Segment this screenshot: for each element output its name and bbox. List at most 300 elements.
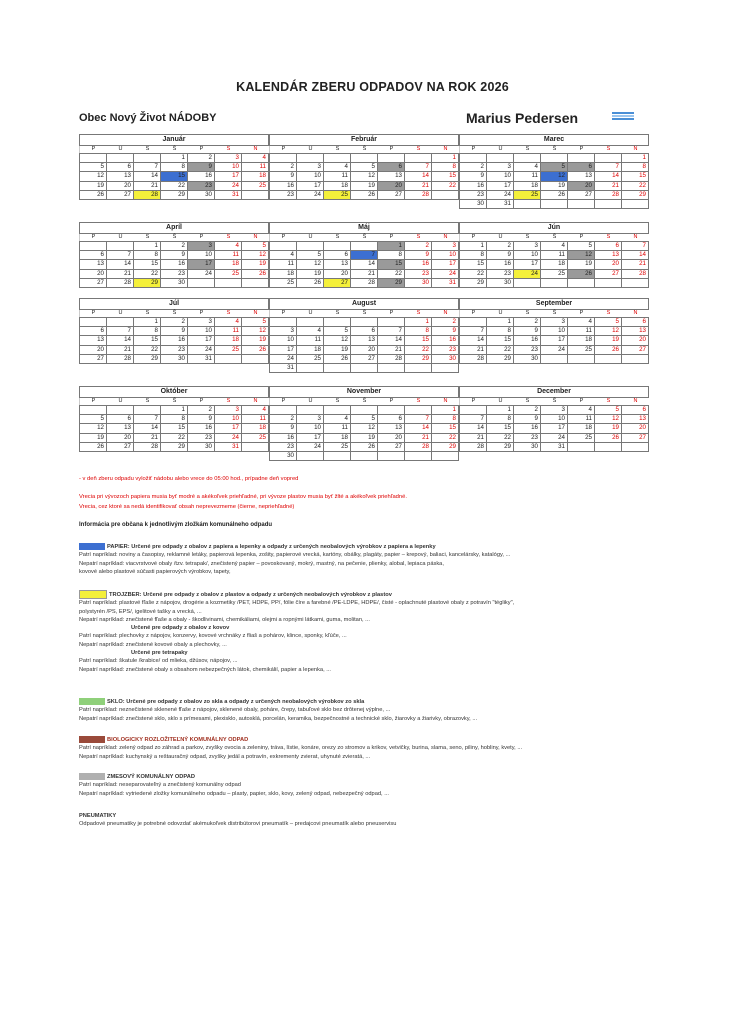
day-cell <box>324 154 351 163</box>
day-cell: 21 <box>134 433 161 442</box>
day-cell <box>324 363 351 372</box>
day-cell: 22 <box>487 433 514 442</box>
day-cell: 1 <box>161 154 188 163</box>
day-cell: 26 <box>541 190 568 199</box>
day-cell: 10 <box>487 172 514 181</box>
day-cell: 13 <box>622 327 649 336</box>
weekday-label: Š <box>362 146 367 152</box>
day-cell: 23 <box>514 345 541 354</box>
weekday-label: P <box>471 310 476 316</box>
day-cell: 9 <box>270 424 297 433</box>
weekday-label: N <box>443 310 448 316</box>
day-cell: 28 <box>460 442 487 451</box>
day-cell <box>270 406 297 415</box>
day-cell: 2 <box>188 406 215 415</box>
day-cell: 20 <box>80 269 107 278</box>
day-cell <box>541 154 568 163</box>
weekday-label: S <box>606 234 611 240</box>
day-cell <box>351 318 378 327</box>
day-cell: 22 <box>134 269 161 278</box>
day-cell: 27 <box>107 190 134 199</box>
day-cell: 29 <box>460 278 487 287</box>
day-cell: 24 <box>270 354 297 363</box>
weekday-label: P <box>199 398 204 404</box>
day-cell: 27 <box>622 433 649 442</box>
brown-swatch-icon <box>79 736 105 743</box>
day-cell <box>270 154 297 163</box>
day-cell: 30 <box>514 442 541 451</box>
day-cell: 13 <box>107 424 134 433</box>
weekday-row <box>269 398 459 405</box>
weekday-label: N <box>443 398 448 404</box>
day-cell: 16 <box>405 260 432 269</box>
day-cell: 19 <box>324 345 351 354</box>
weekday-label: S <box>145 398 150 404</box>
day-cell: 3 <box>297 415 324 424</box>
day-cell: 20 <box>622 424 649 433</box>
day-cell: 18 <box>324 433 351 442</box>
day-cell: 4 <box>242 154 269 163</box>
day-cell: 26 <box>595 433 622 442</box>
weekday-label: P <box>91 234 96 240</box>
day-cell: 13 <box>595 251 622 260</box>
day-cell <box>107 406 134 415</box>
month-calendar <box>269 298 459 373</box>
day-cell: 6 <box>622 318 649 327</box>
weekday-label: S <box>416 146 421 152</box>
day-cell <box>188 278 215 287</box>
day-cell <box>595 442 622 451</box>
day-cell: 13 <box>378 424 405 433</box>
day-cell <box>351 242 378 251</box>
day-cell: 27 <box>351 354 378 363</box>
weekday-label: N <box>443 146 448 152</box>
day-cell: 12 <box>297 260 324 269</box>
day-cell: 28 <box>595 190 622 199</box>
metal-no: Nepatrí napríklad: znečistené kovové obaly a plechovky, ... <box>79 641 227 648</box>
day-cell: 10 <box>188 327 215 336</box>
weekday-label: S <box>525 146 530 152</box>
day-cell: 7 <box>134 415 161 424</box>
day-cell: 24 <box>541 345 568 354</box>
weekday-label: Š <box>172 146 177 152</box>
weekday-label: S <box>226 398 231 404</box>
day-cell: 21 <box>107 269 134 278</box>
day-cell <box>215 278 242 287</box>
day-cell <box>134 406 161 415</box>
day-cell: 6 <box>378 415 405 424</box>
day-cell: 6 <box>568 163 595 172</box>
day-cell: 12 <box>541 172 568 181</box>
day-cell: 22 <box>622 181 649 190</box>
day-cell: 17 <box>297 181 324 190</box>
weekday-row <box>269 146 459 153</box>
day-cell: 24 <box>541 433 568 442</box>
weekday-label: S <box>416 398 421 404</box>
day-cell: 25 <box>270 278 297 287</box>
day-cell: 13 <box>378 172 405 181</box>
day-cell: 10 <box>297 424 324 433</box>
day-cell: 6 <box>107 163 134 172</box>
day-cell <box>568 199 595 208</box>
day-cell: 30 <box>487 278 514 287</box>
weekday-label: S <box>226 234 231 240</box>
weekday-row <box>79 398 269 405</box>
month-days-table <box>79 153 269 200</box>
day-cell <box>324 406 351 415</box>
day-cell: 11 <box>215 327 242 336</box>
month-calendar <box>459 298 649 364</box>
day-cell: 25 <box>242 181 269 190</box>
section-plastic <box>79 590 699 674</box>
weekday-label: U <box>118 398 123 404</box>
day-cell <box>297 406 324 415</box>
day-cell: 28 <box>107 354 134 363</box>
day-cell: 5 <box>80 415 107 424</box>
day-cell: 29 <box>405 354 432 363</box>
day-cell: 3 <box>487 163 514 172</box>
green-swatch-icon <box>79 698 105 705</box>
day-cell: 19 <box>297 269 324 278</box>
day-cell <box>378 406 405 415</box>
month-calendar <box>269 386 459 461</box>
weekday-label: Š <box>362 234 367 240</box>
day-cell: 26 <box>595 345 622 354</box>
month-days-table <box>459 241 649 288</box>
paper-no: Nepatrí napríklad: viacvrstvové obaly /tzv. tetrapak/, znečistený papier – povoskovaný, mokrý, mastný, na pečenie, plienky, alobal, lepiaca páska, <box>79 560 444 567</box>
day-cell: 4 <box>541 242 568 251</box>
day-cell: 11 <box>568 327 595 336</box>
day-cell: 26 <box>242 269 269 278</box>
day-cell: 18 <box>568 336 595 345</box>
day-cell: 16 <box>188 424 215 433</box>
day-cell: 31 <box>541 442 568 451</box>
day-cell <box>107 318 134 327</box>
day-cell: 19 <box>595 336 622 345</box>
day-cell: 25 <box>568 345 595 354</box>
day-cell <box>432 363 459 372</box>
weekday-label: Š <box>552 398 557 404</box>
weekday-row <box>459 146 649 153</box>
weekday-label: U <box>308 234 313 240</box>
weekday-label: U <box>498 146 503 152</box>
day-cell: 17 <box>188 336 215 345</box>
day-cell <box>622 199 649 208</box>
day-cell: 21 <box>351 269 378 278</box>
day-cell: 18 <box>270 269 297 278</box>
day-cell <box>80 242 107 251</box>
month-name: Jún <box>459 222 649 234</box>
day-cell: 26 <box>242 345 269 354</box>
month-days-table <box>269 153 459 200</box>
day-cell: 3 <box>514 242 541 251</box>
day-cell: 17 <box>297 433 324 442</box>
weekday-label: N <box>443 234 448 240</box>
day-cell: 21 <box>460 433 487 442</box>
day-cell: 17 <box>541 424 568 433</box>
day-cell: 8 <box>487 415 514 424</box>
day-cell: 7 <box>405 415 432 424</box>
month-days-table <box>269 317 459 373</box>
day-cell <box>432 451 459 460</box>
day-cell: 9 <box>460 172 487 181</box>
day-cell: 5 <box>324 327 351 336</box>
day-cell: 13 <box>80 336 107 345</box>
day-cell <box>378 451 405 460</box>
day-cell: 3 <box>541 318 568 327</box>
day-cell <box>595 154 622 163</box>
day-cell: 6 <box>378 163 405 172</box>
day-cell: 7 <box>622 242 649 251</box>
day-cell: 29 <box>487 354 514 363</box>
day-cell: 23 <box>432 345 459 354</box>
day-cell: 7 <box>351 251 378 260</box>
day-cell: 1 <box>487 318 514 327</box>
weekday-row <box>269 234 459 241</box>
day-cell: 10 <box>432 251 459 260</box>
day-cell: 15 <box>161 424 188 433</box>
weekday-label: P <box>579 234 584 240</box>
day-cell: 18 <box>297 345 324 354</box>
day-cell: 2 <box>514 318 541 327</box>
day-cell: 12 <box>80 424 107 433</box>
day-cell: 13 <box>622 415 649 424</box>
day-cell: 26 <box>351 442 378 451</box>
weekday-label: S <box>226 146 231 152</box>
day-cell: 20 <box>622 336 649 345</box>
day-cell <box>297 318 324 327</box>
section-paper <box>79 543 699 576</box>
paper-yes: Patrí napríklad: noviny a časopisy, reklamné letáky, papierová lepenka, zošity, papierové vrecká, kartóny, obálky, plagáty, papier – krepový, baliaci, kancelársky, katalógy, ... <box>79 552 511 559</box>
day-cell: 5 <box>541 163 568 172</box>
day-cell: 29 <box>161 190 188 199</box>
day-cell: 5 <box>80 163 107 172</box>
day-cell <box>80 318 107 327</box>
company-logo-text: Marius Pedersen <box>466 110 579 126</box>
weekday-label: U <box>118 310 123 316</box>
day-cell: 27 <box>107 442 134 451</box>
day-cell: 11 <box>270 260 297 269</box>
weekday-label: S <box>525 398 530 404</box>
day-cell: 14 <box>351 260 378 269</box>
day-cell <box>514 199 541 208</box>
day-cell: 19 <box>80 433 107 442</box>
month-calendar <box>459 222 649 288</box>
day-cell: 28 <box>405 190 432 199</box>
day-cell: 18 <box>242 424 269 433</box>
day-cell: 17 <box>432 260 459 269</box>
day-cell: 6 <box>324 251 351 260</box>
day-cell: 27 <box>378 190 405 199</box>
month-name: November <box>269 386 459 398</box>
glass-no: Nepatrí napríklad: znečistené sklo, sklo s prímesami, plexisklo, autosklá, porcelán, keramika, bezpečnostné a technické sklo, žiarovky a žiarivky, obrazovky, ... <box>79 715 478 722</box>
day-cell: 2 <box>432 318 459 327</box>
weekday-label: N <box>633 398 638 404</box>
day-cell <box>242 278 269 287</box>
day-cell <box>215 354 242 363</box>
day-cell: 5 <box>351 163 378 172</box>
month-days-table <box>269 241 459 288</box>
weekday-row <box>79 234 269 241</box>
day-cell <box>487 154 514 163</box>
month-name: August <box>269 298 459 310</box>
weekday-label: S <box>226 310 231 316</box>
day-cell: 2 <box>270 415 297 424</box>
day-cell: 16 <box>487 260 514 269</box>
day-cell: 2 <box>487 242 514 251</box>
day-cell <box>80 406 107 415</box>
weekday-row <box>79 310 269 317</box>
day-cell: 24 <box>297 190 324 199</box>
day-cell: 31 <box>215 442 242 451</box>
day-cell: 1 <box>134 242 161 251</box>
day-cell: 14 <box>460 424 487 433</box>
month-calendar <box>459 386 649 452</box>
day-cell: 12 <box>595 415 622 424</box>
day-cell: 10 <box>188 251 215 260</box>
day-cell: 23 <box>405 269 432 278</box>
day-cell <box>242 354 269 363</box>
day-cell: 15 <box>161 172 188 181</box>
day-cell: 9 <box>432 327 459 336</box>
day-cell: 21 <box>405 433 432 442</box>
day-cell: 20 <box>107 433 134 442</box>
day-cell: 3 <box>297 163 324 172</box>
tetra-yes: Patrí napríklad: škatule /krabice/ od mlieka, džúsov, nápojov, ... <box>79 658 238 665</box>
day-cell <box>378 363 405 372</box>
weekday-label: U <box>308 146 313 152</box>
day-cell: 9 <box>270 172 297 181</box>
metal-head: Určené pre odpady z obalov z kovov <box>131 625 230 632</box>
day-cell: 28 <box>107 278 134 287</box>
month-days-table <box>459 153 649 209</box>
weekday-row <box>269 310 459 317</box>
day-cell: 14 <box>405 424 432 433</box>
day-cell: 26 <box>80 190 107 199</box>
day-cell: 17 <box>215 172 242 181</box>
day-cell: 9 <box>161 251 188 260</box>
weekday-label: N <box>253 146 258 152</box>
day-cell <box>270 318 297 327</box>
weekday-label: P <box>281 398 286 404</box>
day-cell: 5 <box>595 318 622 327</box>
weekday-label: N <box>633 310 638 316</box>
day-cell <box>595 278 622 287</box>
glass-yes: Patrí napríklad: neznečistené sklenené fľaše z nápojov, sklenené obaly, poháre, črepy, tabuľové sklo bez drôtenej výplne, ... <box>79 707 391 714</box>
weekday-label: Š <box>552 310 557 316</box>
plastic-no: Nepatrí napríklad: znečistené fľaše a obaly - škodlivinami, chemikáliami, olejmi a ropnými látkami, guma, molitan, ... <box>79 616 370 623</box>
day-cell: 7 <box>378 327 405 336</box>
weekday-label: N <box>253 234 258 240</box>
day-cell <box>514 154 541 163</box>
day-cell: 25 <box>324 442 351 451</box>
month-calendar <box>79 386 269 452</box>
day-cell: 31 <box>188 354 215 363</box>
day-cell: 9 <box>161 327 188 336</box>
month-calendar <box>79 298 269 364</box>
day-cell: 14 <box>378 336 405 345</box>
day-cell <box>324 242 351 251</box>
day-cell: 11 <box>297 336 324 345</box>
day-cell: 24 <box>188 345 215 354</box>
weekday-label: S <box>335 146 340 152</box>
weekday-label: N <box>253 310 258 316</box>
day-cell: 25 <box>297 354 324 363</box>
day-cell: 8 <box>432 163 459 172</box>
day-cell: 29 <box>622 190 649 199</box>
weekday-row <box>459 398 649 405</box>
day-cell: 3 <box>270 327 297 336</box>
day-cell: 27 <box>80 278 107 287</box>
day-cell: 27 <box>595 269 622 278</box>
day-cell <box>568 354 595 363</box>
weekday-label: Š <box>362 310 367 316</box>
month-name: December <box>459 386 649 398</box>
day-cell: 7 <box>460 327 487 336</box>
day-cell <box>107 242 134 251</box>
day-cell: 25 <box>541 269 568 278</box>
weekday-label: U <box>498 398 503 404</box>
month-days-table <box>79 241 269 288</box>
day-cell: 27 <box>80 354 107 363</box>
day-cell: 7 <box>460 415 487 424</box>
day-cell: 18 <box>541 260 568 269</box>
day-cell <box>297 154 324 163</box>
day-cell <box>378 318 405 327</box>
day-cell <box>242 442 269 451</box>
day-cell: 16 <box>514 336 541 345</box>
day-cell: 24 <box>514 269 541 278</box>
day-cell: 15 <box>134 260 161 269</box>
weekday-label: Š <box>172 398 177 404</box>
day-cell: 21 <box>378 345 405 354</box>
day-cell <box>405 154 432 163</box>
day-cell: 8 <box>432 415 459 424</box>
day-cell <box>622 278 649 287</box>
day-cell <box>270 242 297 251</box>
day-cell: 2 <box>460 163 487 172</box>
day-cell: 23 <box>161 269 188 278</box>
weekday-label: P <box>471 234 476 240</box>
month-calendar <box>79 134 269 200</box>
weekday-label: N <box>633 146 638 152</box>
day-cell: 7 <box>405 163 432 172</box>
weekday-label: S <box>145 310 150 316</box>
day-cell: 9 <box>514 327 541 336</box>
weekday-label: Š <box>172 310 177 316</box>
month-days-table <box>79 405 269 452</box>
section-mixed <box>79 773 699 798</box>
weekday-label: S <box>335 398 340 404</box>
day-cell: 20 <box>324 269 351 278</box>
day-cell <box>568 278 595 287</box>
day-cell: 30 <box>270 451 297 460</box>
day-cell: 8 <box>161 163 188 172</box>
day-cell: 26 <box>297 278 324 287</box>
weekday-label: P <box>91 146 96 152</box>
day-cell: 13 <box>568 172 595 181</box>
day-cell: 19 <box>242 260 269 269</box>
day-cell: 15 <box>487 336 514 345</box>
bio-yes: Patrí napríklad: zelený odpad zo záhrad a parkov, zvyšky ovocia a zeleniny, tráva, lístie, konáre, orezy zo stromov a krikov, vetvičky, burina, slama, seno, piliny, hobliny, kvety, ... <box>79 745 523 752</box>
day-cell: 29 <box>378 278 405 287</box>
day-cell: 13 <box>107 172 134 181</box>
municipality-label: Obec Nový Život NÁDOBY <box>79 112 217 124</box>
day-cell <box>568 442 595 451</box>
weekday-label: S <box>145 234 150 240</box>
day-cell: 22 <box>378 269 405 278</box>
day-cell: 16 <box>270 181 297 190</box>
